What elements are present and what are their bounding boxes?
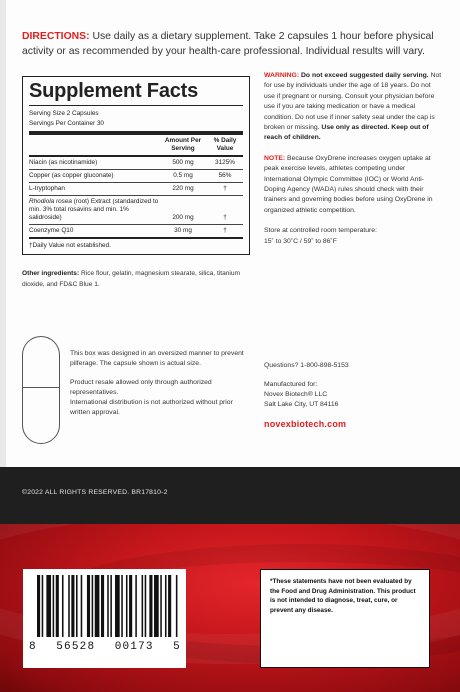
barcode-bar: [68, 575, 70, 637]
other-ingredients: [22, 268, 254, 290]
barcode-digit-group: 56528: [56, 641, 96, 653]
directions-text: [22, 30, 442, 59]
barcode-number: [29, 641, 181, 653]
ingredient-dv: †: [223, 185, 227, 192]
barcode-bar: [101, 575, 104, 637]
barcode-bar: [46, 575, 51, 637]
barcode-bar: [95, 575, 100, 637]
other-ingredients-text: Rice flour, gelatin, magnesium stearate, silica, titanium dioxide, and FD&C Blue 1.: [22, 270, 241, 288]
facts-row: [29, 157, 243, 170]
barcode-bar: [56, 575, 59, 637]
barcode-bar: [129, 575, 132, 637]
ingredient-name-rest: (root) Extract (standardized to min. 3% total rosavins and min. 1% salidroside): [29, 198, 159, 221]
barcode-bar: [168, 575, 171, 637]
ingredient-amount: 30 mg: [174, 227, 192, 234]
barcode-bar: [126, 575, 128, 637]
serving-info: [29, 109, 243, 129]
barcode: [23, 569, 186, 668]
contact-info: [264, 361, 444, 429]
capsule-icon: [22, 336, 60, 444]
barcode-bar: [160, 575, 162, 637]
barcode-bar: [145, 575, 147, 637]
facts-footnote: †Daily Value not established.: [29, 237, 243, 251]
box-note: [70, 349, 250, 427]
barcode-bar: [37, 575, 40, 637]
barcode-bars: [37, 575, 179, 637]
barcode-bar: [107, 575, 109, 637]
barcode-bar: [110, 575, 112, 637]
barcode-bar: [121, 575, 123, 637]
ingredient-amount: 220 mg: [172, 185, 194, 192]
barcode-bar: [135, 575, 137, 637]
facts-row: [29, 170, 243, 183]
warning-text: Not for use by individuals under the age of 18 years. Do not use if pregnant or nursing. Consult your physician before use if you are taking medication or have a medical condition. Do not use if inner safety seal under the cap is broken or missing.: [264, 72, 442, 132]
ingredient-name: Coenzyme Q10: [29, 227, 74, 234]
capsule-seam: [23, 387, 59, 388]
ingredient-name: [29, 198, 159, 222]
fda-disclaimer: *These statements have not been evaluated by the Food and Drug Administration. This product is not intended to diagnose, treat, cure, or prevent any disease.: [260, 569, 430, 668]
barcode-bar: [149, 575, 152, 637]
ingredient-name-italic: Rhodiola rosea: [29, 198, 72, 205]
barcode-bar: [176, 575, 178, 637]
servings-per-container: Servings Per Container 30: [29, 120, 104, 127]
box-note-p2-text: Product resale allowed only through authorized representatives.: [70, 379, 212, 396]
barcode-bar: [71, 575, 74, 637]
barcode-digit-group: 00173: [114, 641, 154, 653]
note-text: Because OxyDrene increases oxygen uptake at peak exercise levels, athletes competing under International Olympic Committee (IOC) or World Anti-Doping Agency (WADA) rules should check with their trainers and governing bodies before using OxyDrene in organized athletic competition.: [264, 154, 433, 214]
directions-body: Use daily as a dietary supplement. Take 2 capsules 1 hour before physical activity or as recommended by your health-care professional. Individual results will vary.: [22, 31, 434, 57]
barcode-bar: [87, 575, 90, 637]
note-heading: NOTE:: [264, 154, 286, 162]
questions-phone: Questions? 1-800-898-5153: [264, 362, 349, 369]
storage-line-2: 15˚ to 30˚C / 59˚ to 86˚F: [264, 237, 337, 245]
warnings-column: [264, 71, 442, 257]
barcode-bar: [115, 575, 120, 637]
facts-column-header: [29, 135, 243, 157]
barcode-bar: [154, 575, 159, 637]
barcode-bar: [165, 575, 167, 637]
barcode-digit-group: 8: [29, 641, 37, 653]
ingredient-amount: 500 mg: [172, 159, 194, 166]
copyright-text: ©2022 ALL RIGHTS RESERVED. BR17810-2: [22, 489, 168, 496]
box-note-p2: [70, 378, 250, 418]
warning-bold-1: Do not exceed suggested daily serving.: [301, 72, 429, 79]
ingredient-amount: 0.5 mg: [173, 172, 193, 179]
warning-block: [264, 71, 442, 144]
other-ingredients-label: Other ingredients:: [22, 270, 80, 277]
warning-heading: WARNING:: [264, 72, 300, 79]
ingredient-amount: 200 mg: [172, 214, 194, 221]
barcode-bar: [76, 575, 78, 637]
company-name: Novex Biotech® LLC: [264, 391, 328, 398]
supplement-facts-panel: [22, 76, 250, 255]
barcode-bar: [62, 575, 64, 637]
storage-block: [264, 226, 442, 247]
barcode-bar: [92, 575, 94, 637]
box-note-p3-text: International distribution is not authorized without prior written approval.: [70, 399, 233, 416]
facts-row: [29, 183, 243, 196]
manufacturer: [264, 380, 444, 410]
barcode-bar: [53, 575, 55, 637]
facts-row: [29, 196, 243, 225]
daily-value-header: % Daily Value: [213, 137, 237, 152]
ingredient-name: L-tryptophan: [29, 185, 65, 192]
box-note-p1: This box was designed in an oversized manner to prevent pilferage. The capsule shown is actual size.: [70, 350, 244, 367]
ingredient-dv: 56%: [218, 172, 232, 179]
ingredient-name: Copper (as copper gluconate): [29, 172, 114, 179]
company-address: Salt Lake City, UT 84116: [264, 401, 339, 408]
barcode-bar: [42, 575, 44, 637]
ingredient-dv: †: [223, 214, 227, 221]
website-url: novexbiotech.com: [264, 419, 347, 429]
directions-heading: DIRECTIONS:: [22, 31, 90, 42]
barcode-digit-group: 5: [173, 641, 181, 653]
manufactured-for-label: Manufactured for:: [264, 381, 318, 388]
storage-line-1: Store at controlled room temperature:: [264, 227, 377, 235]
amount-per-serving-header: Amount Per Serving: [164, 137, 202, 152]
supplement-facts-title: Supplement Facts: [29, 80, 243, 106]
serving-size: Serving Size 2 Capsules: [29, 110, 99, 117]
ingredient-dv: 3125%: [215, 159, 235, 166]
barcode-bar: [81, 575, 83, 637]
warning-bold-2: Use only as directed. Keep out of reach of children.: [264, 124, 429, 142]
ingredient-dv: †: [223, 227, 227, 234]
barcode-bar: [142, 575, 144, 637]
ingredient-name: Niacin (as nicotinamide): [29, 159, 98, 166]
note-block: [264, 154, 442, 216]
